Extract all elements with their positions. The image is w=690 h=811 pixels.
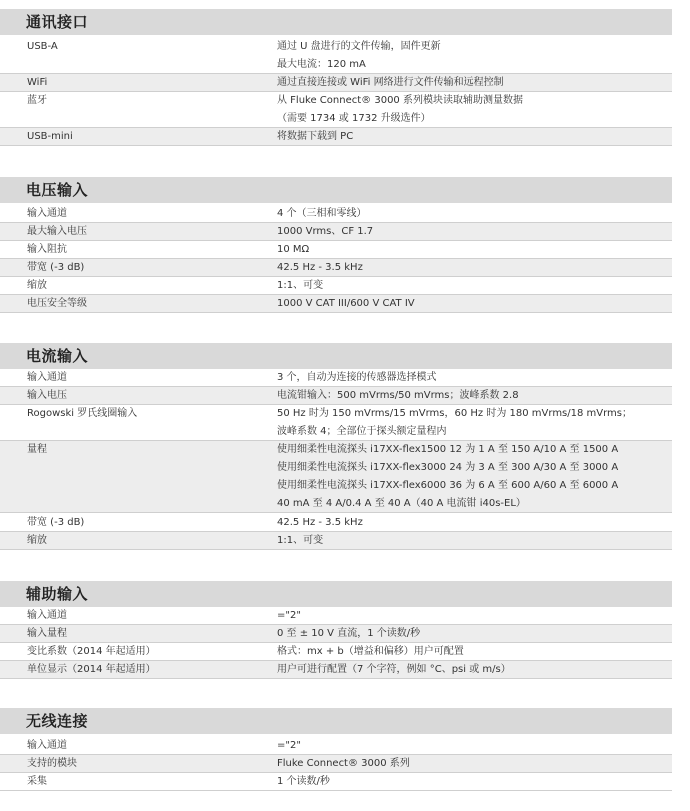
spec-value-line: 42.5 Hz - 3.5 kHz — [277, 262, 363, 273]
spec-value — [277, 441, 618, 513]
spec-value — [277, 643, 464, 661]
spec-value-line: （需要 1734 或 1732 升级选件） — [277, 113, 431, 124]
spec-value-line: 1 个读数/秒 — [277, 776, 330, 787]
spec-value — [277, 295, 415, 313]
spec-label: 输入阻抗 — [27, 244, 67, 255]
spec-row — [0, 532, 672, 550]
spec-value — [277, 607, 301, 625]
spec-row — [0, 74, 672, 92]
spec-label: 采集 — [27, 776, 47, 787]
spec-value — [277, 755, 410, 773]
spec-value-line: 使用细柔性电流探头 i17XX-flex6000 36 为 6 A 至 600 A/60 A 至 6000 A — [277, 480, 619, 491]
spec-value-line: 3 个，自动为连接的传感器选择模式 — [277, 372, 437, 383]
spec-label: 缩放 — [27, 535, 47, 546]
spec-row — [0, 241, 672, 259]
spec-value — [277, 74, 504, 92]
spec-row — [0, 223, 672, 241]
spec-value-line: 42.5 Hz - 3.5 kHz — [277, 517, 363, 528]
spec-row — [0, 625, 672, 643]
spec-row — [0, 643, 672, 661]
spec-label: 输入电压 — [27, 390, 67, 401]
section-header — [0, 708, 672, 734]
spec-label: 输入量程 — [27, 628, 67, 639]
spec-row — [0, 441, 672, 513]
spec-value — [277, 514, 363, 532]
spec-value-line: 通过直接连接或 WiFi 网络进行文件传输和远程控制 — [277, 77, 504, 88]
spec-label: 量程 — [27, 444, 47, 455]
spec-value — [277, 737, 301, 755]
row-divider — [0, 678, 672, 679]
spec-value-line: 将数据下载到 PC — [277, 131, 354, 142]
spec-value-line: 0 至 ± 10 V 直流，1 个读数/秒 — [277, 628, 421, 639]
spec-value — [277, 223, 373, 241]
spec-label: 单位显示（2014 年起适用） — [27, 664, 156, 675]
spec-row — [0, 387, 672, 405]
spec-row — [0, 369, 672, 387]
section-title: 电流输入 — [26, 347, 89, 365]
spec-label: 输入通道 — [27, 740, 67, 751]
spec-value-line: 40 mA 至 4 A/0.4 A 至 40 A（40 A 电流钳 i40s-EL） — [277, 498, 526, 509]
spec-label: 带宽 (-3 dB) — [27, 262, 85, 273]
spec-value-line: 从 Fluke Connect® 3000 系列模块读取辅助测量数据 — [277, 95, 523, 106]
spec-row — [0, 38, 672, 74]
spec-value — [277, 92, 523, 128]
spec-value-line: 格式：mx + b（增益和偏移）用户可配置 — [277, 646, 464, 657]
spec-row — [0, 737, 672, 755]
spec-row — [0, 405, 672, 441]
section-header — [0, 343, 672, 369]
spec-value-line: 50 Hz 时为 150 mVrms/15 mVrms，60 Hz 时为 180 mVrms/18 mVrms； — [277, 408, 633, 419]
row-divider — [0, 312, 672, 313]
spec-row — [0, 128, 672, 146]
spec-value-line: 用户可进行配置（7 个字符，例如 °C、psi 或 m/s） — [277, 664, 511, 675]
spec-row — [0, 259, 672, 277]
spec-value — [277, 241, 309, 259]
spec-value-line: 通过 U 盘进行的文件传输，固件更新 — [277, 41, 441, 52]
spec-row — [0, 514, 672, 532]
spec-label: 缩放 — [27, 280, 47, 291]
spec-value-line: 电流钳输入：500 mVrms/50 mVrms；波峰系数 2.8 — [277, 390, 519, 401]
spec-value — [277, 38, 441, 74]
spec-row — [0, 295, 672, 313]
spec-value-line: 4 个（三相和零线） — [277, 208, 367, 219]
section-title: 电压输入 — [26, 181, 89, 199]
spec-value-line: ="2" — [277, 610, 301, 621]
spec-label: 输入通道 — [27, 372, 67, 383]
spec-label: USB-mini — [27, 131, 73, 142]
section-title: 通讯接口 — [26, 13, 89, 31]
row-divider — [0, 549, 672, 550]
spec-value — [277, 625, 420, 643]
spec-label: USB-A — [27, 41, 58, 52]
spec-row — [0, 773, 672, 791]
spec-row — [0, 205, 672, 223]
spec-value — [277, 369, 437, 387]
spec-value — [277, 277, 323, 295]
spec-row — [0, 92, 672, 128]
spec-value-line: 1:1、可变 — [277, 280, 324, 291]
section-title: 辅助输入 — [26, 585, 89, 603]
spec-label: Rogowski 罗氏线圈输入 — [27, 408, 138, 419]
spec-value — [277, 128, 353, 146]
spec-label: 输入通道 — [27, 208, 67, 219]
spec-label: 蓝牙 — [27, 95, 47, 106]
spec-label: 最大输入电压 — [27, 226, 87, 237]
section-header — [0, 581, 672, 607]
row-divider — [0, 790, 672, 791]
section-header — [0, 177, 672, 203]
spec-row — [0, 607, 672, 625]
row-divider — [0, 512, 672, 513]
spec-value-line: 使用细柔性电流探头 i17XX-flex1500 12 为 1 A 至 150 A/10 A 至 1500 A — [277, 444, 619, 455]
spec-label: 支持的模块 — [27, 758, 77, 769]
spec-value-line: 1000 V CAT III/600 V CAT IV — [277, 298, 415, 309]
spec-value-line: 10 MΩ — [277, 244, 310, 255]
spec-value — [277, 773, 330, 791]
spec-value — [277, 387, 519, 405]
spec-value — [277, 259, 363, 277]
spec-value-line: Fluke Connect® 3000 系列 — [277, 758, 410, 769]
spec-value-line: 最大电流：120 mA — [277, 59, 366, 70]
spec-row — [0, 755, 672, 773]
spec-label: WiFi — [27, 77, 48, 88]
section-header — [0, 9, 672, 35]
spec-label: 输入通道 — [27, 610, 67, 621]
spec-value — [277, 661, 511, 679]
spec-value-line: 1:1、可变 — [277, 535, 324, 546]
spec-value-line: 使用细柔性电流探头 i17XX-flex3000 24 为 3 A 至 300 A/30 A 至 3000 A — [277, 462, 619, 473]
spec-value-line: ="2" — [277, 740, 301, 751]
spec-value-line: 1000 Vrms、CF 1.7 — [277, 226, 374, 237]
spec-value — [277, 205, 367, 223]
spec-label: 电压安全等级 — [27, 298, 87, 309]
spec-label: 变比系数（2014 年起适用） — [27, 646, 156, 657]
row-divider — [0, 145, 672, 146]
spec-value — [277, 532, 323, 550]
spec-value-line: 波峰系数 4；全部位于探头额定量程内 — [277, 426, 447, 437]
spec-label: 带宽 (-3 dB) — [27, 517, 85, 528]
spec-value — [277, 405, 632, 441]
spec-row — [0, 277, 672, 295]
spec-row — [0, 661, 672, 679]
section-title: 无线连接 — [26, 712, 89, 730]
